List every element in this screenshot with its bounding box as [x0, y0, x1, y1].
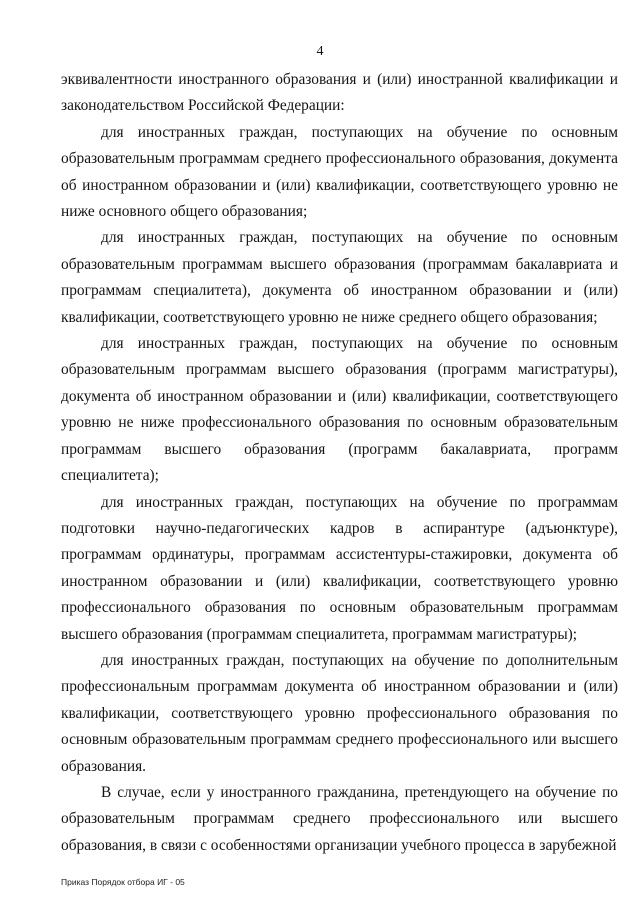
paragraph-bachelor: для иностранных граждан, поступающих на обучение по основным образовательным программам высшего образования (программам бакалавриата и программам специалитета), документа об иностранном образовании и (или) квалификации, соответствующего уровню не ниже среднего общего образования;	[61, 229, 618, 326]
paragraph-in-case: В случае, если у иностранного гражданина, претендующего на обучение по образовательным программам среднего профессионального или высшего образования, в связи с особенностями организации учебного процесса в зарубежной	[61, 783, 618, 854]
paragraph-additional: для иностранных граждан, поступающих на обучение по дополнительным профессиональным программам документа об иностранном образовании и (или) квалификации, соответствующего уровню профессионального образования по основным образовательным программам среднего профессионального или высшего образования.	[61, 651, 618, 775]
paragraph-postgraduate: для иностранных граждан, поступающих на обучение по программам подготовки научно-педагогических кадров в аспирантуре (адъюнктуре), программам ординатуры, программам ассистентуры-стажировки, документа об иностранном образовании и (или) квалификации, соответствующего уровню профессионального образования по основным образовательным программам высшего образования (программам специалитета, программам магистратуры);	[61, 493, 618, 643]
page-number: 4	[316, 44, 324, 59]
paragraph-spo: для иностранных граждан, поступающих на обучение по основным образовательным программам среднего профессионального образования, документа об иностранном образовании и (или) квалификации, соответствующего уровню не ниже основного общего образования;	[61, 123, 618, 221]
document-body	[61, 67, 618, 859]
footer-filename: Приказ Порядок отбора ИГ - 05	[61, 877, 185, 887]
paragraph-continuation: эквивалентности иностранного образования и (или) иностранной квалификации и законодательством Российской Федерации:	[61, 71, 618, 115]
paragraph-master: для иностранных граждан, поступающих на обучение по основным образовательным программам высшего образования (программ магистратуры), документа об иностранном образовании и (или) квалификации, соответствующего уровню не ниже профессионального образования по основным образовательным программам высшего образования (программ бакалавриата, программ специалитета);	[61, 335, 618, 485]
